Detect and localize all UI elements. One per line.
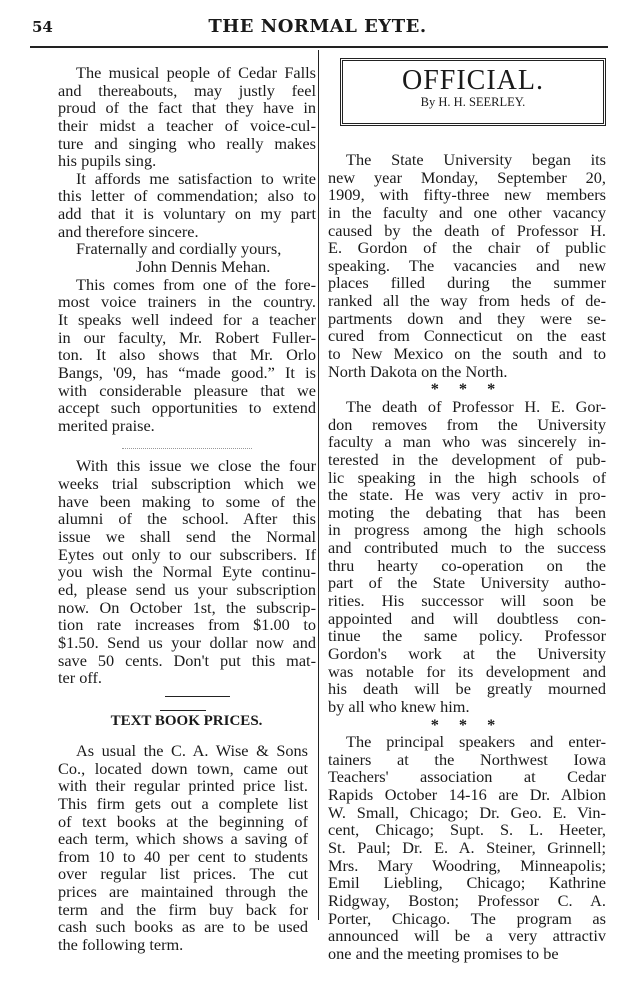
right-column: [328, 151, 606, 962]
text-line: by all who knew him.: [328, 696, 470, 716]
text-line: prices are maintained through the: [58, 882, 308, 902]
text-line: and thereabouts, may justly feel: [58, 80, 316, 100]
text-line: most voice trainers in the country.: [58, 292, 316, 312]
text-line: in the faculty and one other vacancy: [328, 202, 606, 222]
text-line: proud of the fact that they have in: [58, 98, 316, 118]
heading-rule-bottom: [160, 710, 206, 711]
text-line: was notable for its development and: [328, 661, 606, 681]
text-line: Eytes out only to our subscribers. If: [58, 544, 316, 564]
text-line: moting the debating that has been: [328, 502, 606, 522]
text-line: cash such books as are to be used: [58, 917, 308, 937]
university-paragraph: [328, 151, 606, 380]
text-line: his death will be greatly mourned: [328, 679, 606, 699]
text-line: new year Monday, September 20,: [328, 167, 606, 187]
text-line: places filled during the summer: [328, 273, 606, 293]
text-line: The principal speakers and enter-: [346, 732, 606, 752]
text-line: and therefore sincere.: [58, 221, 199, 241]
letter-signature: John Dennis Mehan.: [136, 257, 271, 277]
text-line: ton. It also shows that Mr. Orlo: [58, 345, 316, 365]
text-line: It speaks well indeed for a teacher: [58, 309, 316, 329]
text-line: Emil Liebling, Chicago; Kathrine: [328, 873, 606, 893]
text-line: weeks trial subscription which we: [58, 474, 316, 494]
text-line: Bangs, '09, has “made good.” It is: [58, 362, 316, 382]
header-rule: [30, 46, 608, 48]
separator-stars: * * *: [430, 714, 504, 734]
subscription-notice: [58, 457, 316, 686]
text-line: rities. His successor will soon be: [328, 591, 606, 611]
text-line: The State University began its: [346, 150, 606, 169]
text-line: Ridgway, Boston; Professor C. A.: [328, 890, 606, 910]
column-divider: [318, 50, 319, 920]
textbook-article: [58, 742, 308, 954]
text-line: tinue the same policy. Professor: [328, 626, 606, 646]
text-line: cent, Chicago; Supt. S. L. Heeter,: [328, 820, 606, 840]
text-line: each term, which shows a saving of: [58, 829, 308, 849]
official-byline: By H. H. SEERLEY.: [420, 95, 526, 109]
text-line: merited praise.: [58, 415, 155, 435]
text-line: lic speaking in the high schools of: [328, 467, 606, 487]
text-line: E. Gordon of the chair of public: [328, 238, 606, 258]
text-line: with their regular printed price list.: [58, 776, 308, 796]
text-line: Mrs. Mary Woodring, Minneapolis;: [328, 855, 606, 875]
text-line: their midst a teacher of voice-cul-: [58, 115, 316, 135]
text-line: faculty a man who was sincerely in-: [328, 432, 606, 452]
text-line: The musical people of Cedar Falls: [76, 63, 316, 82]
text-line: The death of Professor H. E. Gor-: [346, 396, 606, 416]
letter-closing: Fraternally and cordially yours,: [76, 239, 282, 259]
text-line: save 50 cents. Don't put this mat-: [58, 650, 316, 670]
text-line: terested in the development of pub-: [328, 449, 606, 469]
publication-title: THE NORMAL EYTE.: [208, 16, 427, 37]
text-line: ranked all the way from heds of de-: [328, 291, 606, 311]
heading-rule: [165, 696, 230, 697]
left-column: [58, 64, 316, 687]
letter-text: [58, 64, 316, 240]
text-line: and contributed much to the success: [328, 538, 606, 558]
text-line: This comes from one of the fore-: [76, 274, 316, 294]
text-line: St. Paul; Dr. E. A. Steiner, Grinnell;: [328, 837, 606, 857]
gordon-paragraph: [328, 398, 606, 716]
text-line: speaking. The vacancies and new: [328, 255, 606, 275]
text-line: ture and singing who really makes: [58, 133, 316, 153]
text-line: Gordon's work at the University: [328, 643, 606, 663]
text-line: part of the State University autho-: [328, 573, 606, 593]
text-line: appointed and will doubtless con-: [328, 608, 606, 628]
text-line: you wish the Normal Eyte continu-: [58, 562, 316, 582]
text-line: announced will be a very attractiv: [328, 926, 606, 946]
text-line: in progress among the high schools: [328, 520, 606, 540]
text-line: in our faculty, Mr. Robert Fuller-: [58, 327, 316, 347]
text-line: ed, please send us your subscription: [58, 579, 316, 599]
text-line: don removes from the University: [328, 414, 606, 434]
text-line: add that it is voluntary on my part: [58, 204, 316, 224]
text-line: with considerable pleasure that we: [58, 380, 316, 400]
text-line: from 10 to 40 per cent to students: [58, 846, 308, 866]
separator-stars: * * *: [430, 379, 504, 399]
text-line: It affords me satisfaction to write: [76, 168, 316, 188]
page-number: 54: [32, 18, 53, 36]
text-line: tainers at the Northwest Iowa: [328, 749, 606, 769]
text-line: cured from Connecticut on the east: [328, 326, 606, 346]
speakers-paragraph: [328, 733, 606, 962]
text-line: term and the firm buy back for: [58, 899, 308, 919]
text-line: his pupils sing.: [58, 151, 157, 171]
text-line: now. On October 1st, the subscrip-: [58, 597, 316, 617]
text-line: Rapids October 14-16 are Dr. Albion: [328, 785, 606, 805]
text-line: This firm gets out a complete list: [58, 793, 308, 813]
text-line: As usual the C. A. Wise & Sons: [76, 741, 308, 760]
text-line: to New Mexico on the south and to: [328, 344, 606, 364]
text-line: Teachers' association at Cedar: [328, 767, 606, 787]
text-line: North Dakota on the North.: [328, 361, 508, 381]
text-line: over regular list prices. The cut: [58, 864, 308, 884]
text-line: W. Small, Chicago; Dr. Geo. E. Vin-: [328, 802, 606, 822]
text-line: alumni of the school. After this: [58, 509, 316, 529]
editorial-comment: [58, 276, 316, 435]
text-line: Porter, Chicago. The program as: [328, 908, 606, 928]
text-line: $1.50. Send us your dollar now and: [58, 632, 316, 652]
text-line: tion rate increases from $1.00 to: [58, 615, 316, 635]
text-line: this letter of commendation; also to: [58, 186, 316, 206]
text-line: have been making to some of the: [58, 491, 316, 511]
text-line: Co., located down town, came out: [58, 758, 308, 778]
official-header-box: [340, 58, 606, 126]
text-line: one and the meeting promises to be: [328, 943, 559, 963]
text-line: of text books at the beginning of: [58, 811, 308, 831]
text-line: With this issue we close the four: [76, 456, 316, 476]
text-line: caused by the death of Professor H.: [328, 220, 606, 240]
text-line: accept such opportunities to extend: [58, 398, 316, 418]
text-line: the state. He was very activ in pro-: [328, 485, 606, 505]
text-line: partments down and they were se-: [328, 308, 606, 328]
textbook-heading: TEXT BOOK PRICES.: [110, 713, 263, 729]
official-title: OFFICIAL.: [401, 65, 544, 96]
text-line: issue we shall send the Normal: [58, 527, 316, 547]
text-line: the following term.: [58, 935, 184, 955]
section-divider: [122, 434, 252, 449]
text-line: ter off.: [58, 668, 103, 688]
text-line: 1909, with fifty-three new members: [328, 185, 606, 205]
text-line: thru hearty co-operation on the: [328, 555, 606, 575]
